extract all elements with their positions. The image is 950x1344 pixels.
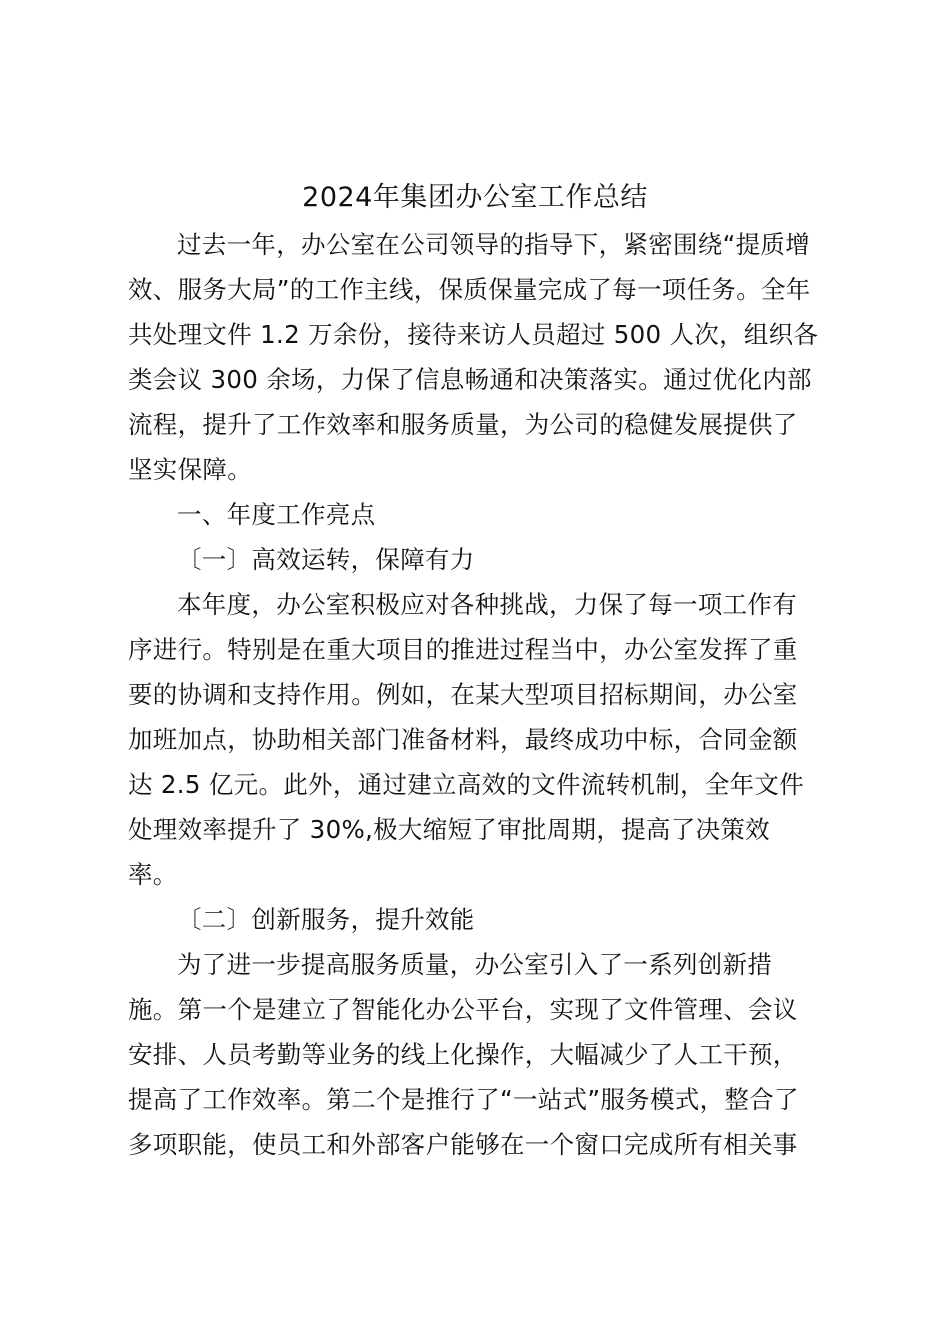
paragraph-line: 坚实保障。 bbox=[128, 455, 252, 484]
paragraph-line: 要的协调和支持作用。例如，在某大型项目招标期间，办公室 bbox=[128, 680, 798, 709]
paragraph-line: 率。 bbox=[128, 860, 178, 889]
paragraph-line: 流程，提升了工作效率和服务质量，为公司的稳健发展提供了 bbox=[128, 410, 798, 439]
section-heading: 一、年度工作亮点 bbox=[177, 500, 376, 529]
paragraph-line: 提高了工作效率。第二个是推行了“一站式”服务模式，整合了 bbox=[128, 1085, 799, 1114]
document-title: 2024年集团办公室工作总结 bbox=[302, 182, 648, 213]
subsection-heading: 〔二〕创新服务，提升效能 bbox=[177, 905, 475, 934]
paragraph-line: 多项职能，使员工和外部客户能够在一个窗口完成所有相关事 bbox=[128, 1130, 798, 1159]
paragraph-line: 处理效率提升了 30%,极大缩短了审批周期，提高了决策效 bbox=[128, 815, 770, 844]
paragraph-line: 类会议 300 余场，力保了信息畅通和决策落实。通过优化内部 bbox=[128, 365, 812, 394]
paragraph-line: 共处理文件 1.2 万余份，接待来访人员超过 500 人次，组织各 bbox=[128, 320, 819, 349]
paragraph-line: 加班加点，协助相关部门准备材料，最终成功中标，合同金额 bbox=[128, 725, 798, 754]
subsection-heading: 〔一〕高效运转，保障有力 bbox=[177, 545, 475, 574]
paragraph-line: 本年度，办公室积极应对各种挑战，力保了每一项工作有 bbox=[177, 590, 797, 619]
paragraph-line: 达 2.5 亿元。此外，通过建立高效的文件流转机制，全年文件 bbox=[128, 770, 805, 799]
paragraph-line: 安排、人员考勤等业务的线上化操作，大幅减少了人工干预， bbox=[128, 1040, 798, 1069]
paragraph-line: 施。第一个是建立了智能化办公平台，实现了文件管理、会议 bbox=[128, 995, 798, 1024]
paragraph-line: 过去一年，办公室在公司领导的指导下，紧密围绕“提质增 bbox=[177, 230, 810, 259]
paragraph-line: 序进行。特别是在重大项目的推进过程当中，办公室发挥了重 bbox=[128, 635, 798, 664]
paragraph-line: 效、服务大局”的工作主线，保质保量完成了每一项任务。全年 bbox=[128, 275, 811, 304]
paragraph-line: 为了进一步提高服务质量，办公室引入了一系列创新措 bbox=[177, 950, 773, 979]
